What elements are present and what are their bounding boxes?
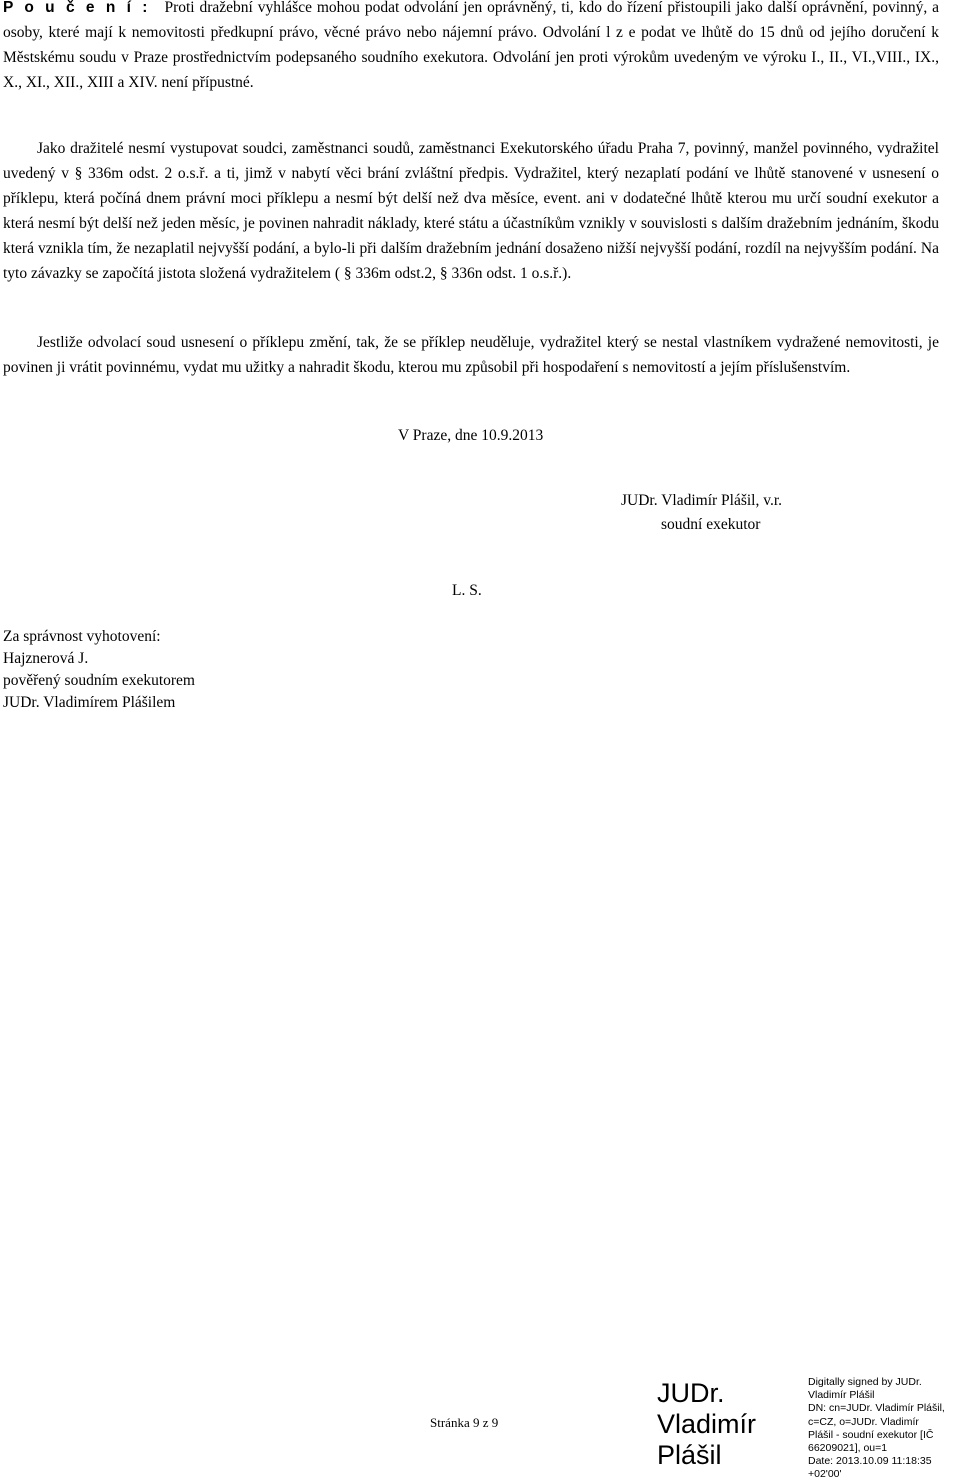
place-date: V Praze, dne 10.9.2013: [398, 427, 544, 444]
bidders-paragraph: Jako dražitelé nesmí vystupovat soudci, zaměstnanci soudů, zaměstnanci Exekutorského úřadu Praha 7, povinný, manžel povinného, vydražitel uvedený v § 336m odst. 2 o.s.ř. a ti, jimž v nabytí věci brání zvláštní předpis. Vydražitel, který nezaplatí podání ve lhůtě stanovené v usnesení o příklepu, která počíná dnem právní moci příklepu a nesmí být delší než dva měsíce, event. ani v dodatečné lhůtě kterou mu určí soudní exekutor a která nesmí být delší než jeden měsíc, je povinen nahradit náklady, které státu a účastníkům vznikly v souvislosti s dalším dražebním jednáním, škodu která vznikla tím, že nezaplatil nejvyšší podání, a bylo-li při dalším dražebním jednání dosaženo nižší nejvyšší podání, rozdíl na nejvyšším podání. Na tyto závazky se započítá jistota složená vydražitelem ( § 336m odst.2, § 336n odst. 1 o.s.ř.).: [3, 140, 939, 282]
signer-name: JUDr. Vladimír Plášil, v.r.: [621, 492, 783, 509]
certification-line: JUDr. Vladimírem Plášilem: [3, 694, 176, 711]
signature-detail-line: Digitally signed by JUDr.: [808, 1376, 922, 1388]
signature-detail-line: +02'00': [808, 1468, 842, 1481]
certification-line: pověřený soudním exekutorem: [3, 672, 195, 689]
certification-block: [3, 626, 195, 714]
signature-detail-line: c=CZ, o=JUDr. Vladimír: [808, 1415, 919, 1428]
signature-detail-line: Plášil - soudní exekutor [IČ: [808, 1428, 934, 1441]
certification-line: Za správnost vyhotovení:: [3, 628, 161, 645]
digital-signature-details: [808, 1376, 958, 1482]
digital-signature-name-line: Plášil: [657, 1440, 722, 1470]
digital-signature-name: [657, 1378, 756, 1471]
certification-line: Hajznerová J.: [3, 650, 89, 667]
digital-signature-name-line: Vladimír: [657, 1409, 757, 1439]
signer-role: soudní exekutor: [661, 516, 761, 533]
seal-mark: L. S.: [452, 582, 482, 599]
signature-detail-line: 66209021], ou=1: [808, 1442, 888, 1455]
instructions-label: P o u č e n í :: [3, 0, 151, 16]
signature-detail-line: Vladimír Plášil: [808, 1389, 875, 1402]
signature-detail-line: DN: cn=JUDr. Vladimír Plášil,: [808, 1402, 945, 1415]
appeal-paragraph: Jestliže odvolací soud usnesení o příklepu změní, tak, že se příklep neuděluje, vydražitel který se nestal vlastníkem vydražené nemovitosti, je povinen ji vrátit povinnému, vydat mu užitky a nahradit škodu, kterou mu způsobil při hospodaření s nemovitostí a jejím příslušenstvím.: [3, 334, 939, 376]
digital-signature-name-line: JUDr.: [657, 1378, 725, 1408]
instructions-text: Proti dražební vyhlášce mohou podat odvolání jen oprávněný, ti, kdo do řízení přistoupili jako další oprávnění, povinný, a osoby, které mají k nemovitosti předkupní právo, věcné právo nebo nájemní právo. Odvolání l z e podat ve lhůtě do 15 dnů od jejího doručení k Městskému soudu v Praze prostřednictvím podepsaného soudního exekutora. Odvolání jen proti výrokům uvedeným ve výroku I., II., VI.,VIII., IX., X., XI., XII., XIII a XIV. není přípustné.: [3, 0, 939, 91]
instructions-paragraph: [3, 0, 939, 95]
signature-detail-line: Date: 2013.10.09 11:18:35: [808, 1455, 932, 1468]
page-number: Stránka 9 z 9: [430, 1415, 499, 1430]
